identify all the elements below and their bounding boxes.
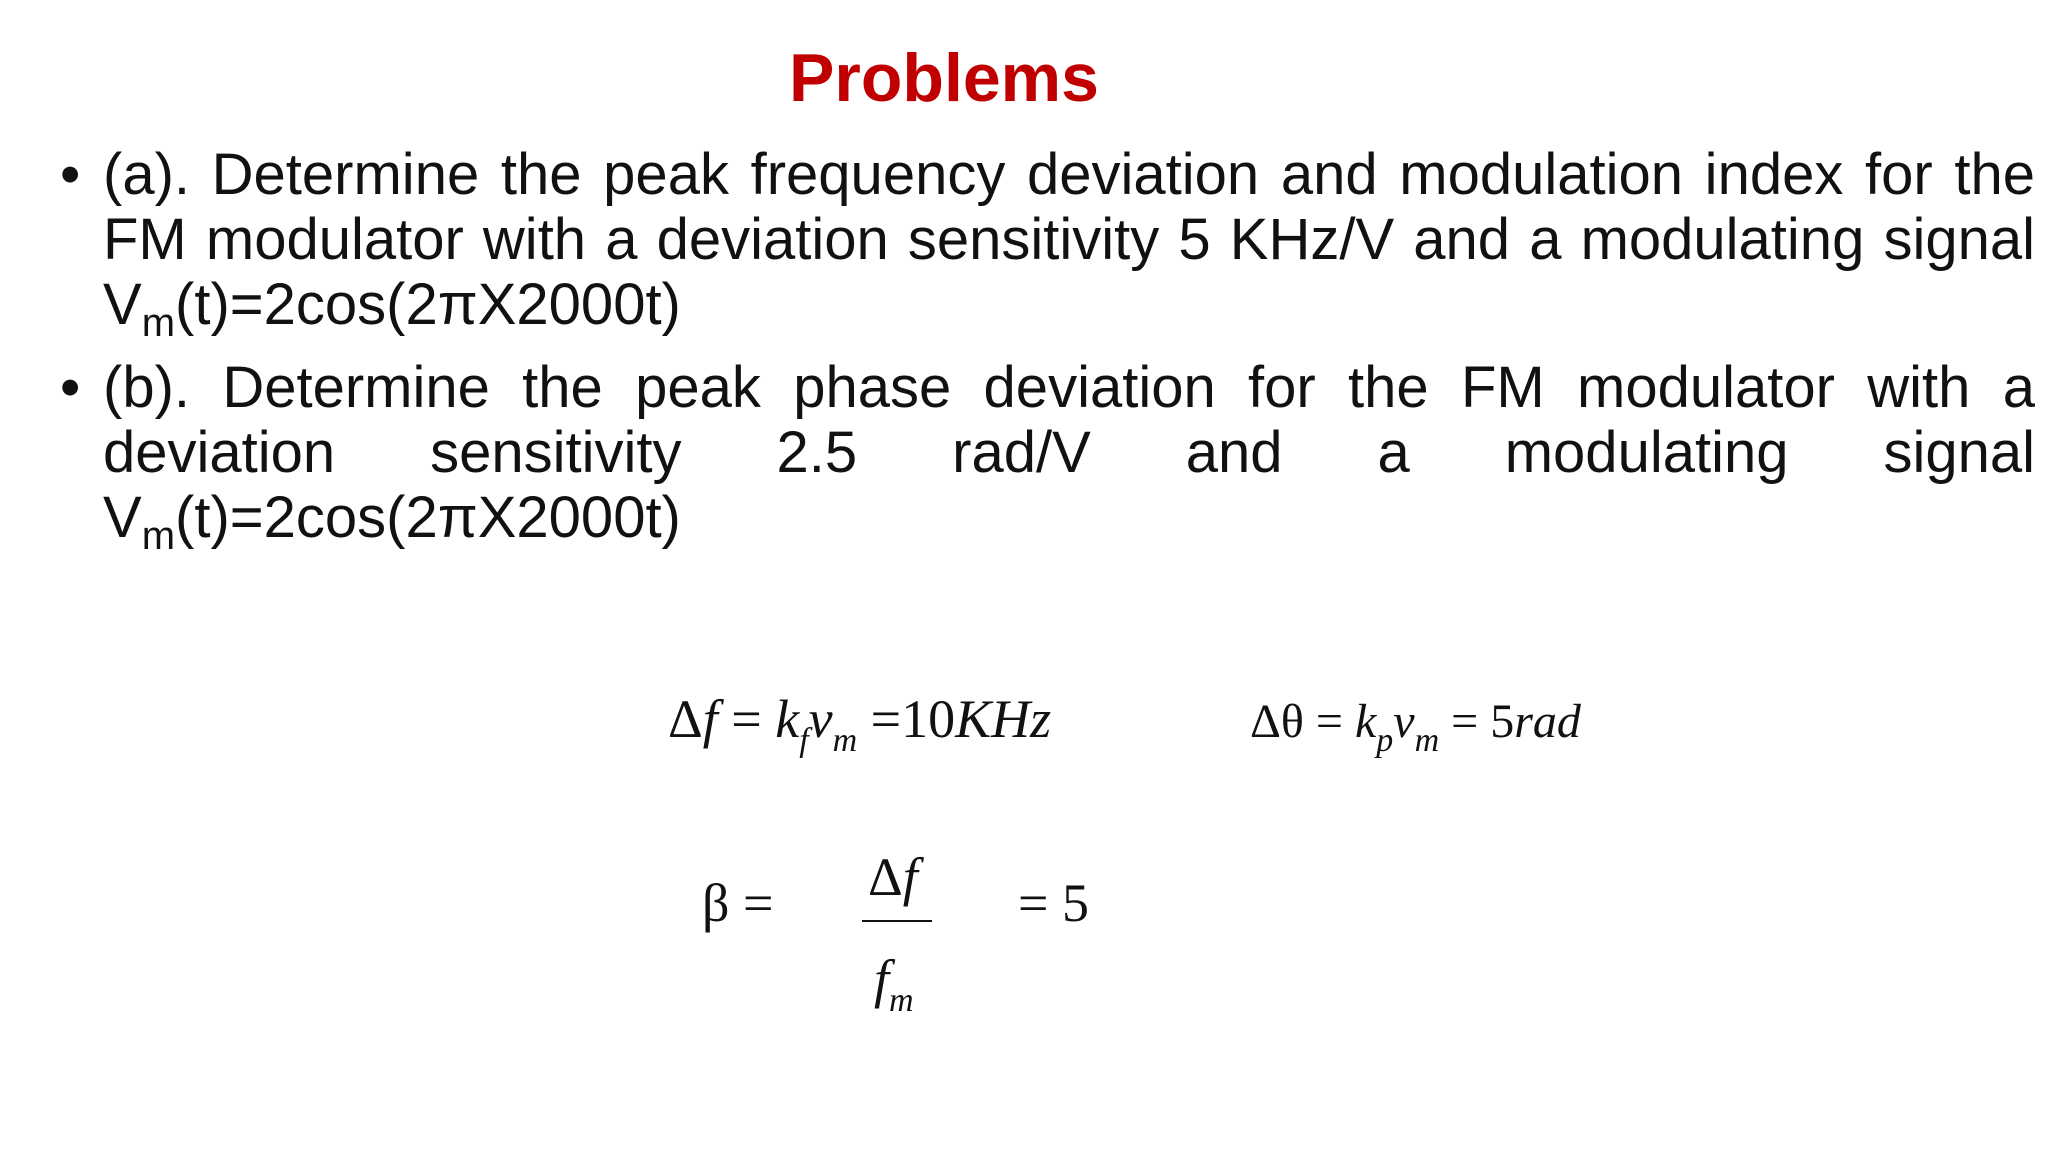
bullet-item-a xyxy=(60,142,2035,345)
eq2-equals-2: = xyxy=(1439,695,1491,748)
bullet-a-text-tail: (t)=2cos(2πX2000t) xyxy=(175,272,681,337)
eq2-k: k xyxy=(1354,695,1377,748)
bullet-list xyxy=(60,142,2035,568)
equation-beta-lhs: β = xyxy=(702,873,774,933)
eq1-delta: Δ xyxy=(668,689,703,749)
eq1-v-subscript: m xyxy=(832,722,858,759)
equation-phase-deviation xyxy=(1250,694,1581,759)
fraction-denominator xyxy=(874,948,914,1019)
frac-num-delta: Δ xyxy=(868,847,903,907)
bullet-b-text-tail: (t)=2cos(2πX2000t) xyxy=(175,485,681,550)
bullet-a-text-main: (a). Determine the peak frequency deviation and modulation index for the FM modulator with a deviation sensitivity 5 KHz/V and a modulating signal V xyxy=(103,142,2035,337)
eq1-k: k xyxy=(775,689,800,749)
equation-beta-result: = 5 xyxy=(1018,873,1089,933)
eq1-f: f xyxy=(702,689,718,749)
bullet-text-a xyxy=(103,142,2035,345)
eq1-equals-2: = xyxy=(857,689,902,749)
bullet-b-subscript: m xyxy=(141,514,176,558)
bullet-dot-icon: • xyxy=(60,355,81,420)
eq1-equals: = xyxy=(717,689,776,749)
fraction-numerator xyxy=(868,846,918,908)
equation-frequency-deviation xyxy=(668,688,1052,759)
eq2-equals: = xyxy=(1303,695,1355,748)
eq2-value: 5 xyxy=(1490,695,1515,748)
fraction-bar xyxy=(862,920,932,922)
bullet-item-b xyxy=(60,355,2035,558)
bullet-b-text-main: (b). Determine the peak phase deviation for the FM modulator with a deviation sensitivity 2.5 rad/V and a modulating signal V xyxy=(103,355,2035,550)
frac-den-f: f xyxy=(874,949,890,1009)
eq2-v: v xyxy=(1393,695,1415,748)
frac-num-f: f xyxy=(902,847,918,907)
eq1-k-subscript: f xyxy=(799,722,809,759)
frac-den-subscript: m xyxy=(889,982,914,1019)
eq2-k-subscript: p xyxy=(1376,722,1394,759)
eq2-delta-theta: Δθ xyxy=(1250,695,1304,748)
eq2-v-subscript: m xyxy=(1414,722,1440,759)
bullet-a-subscript: m xyxy=(141,301,176,345)
eq1-v: v xyxy=(808,689,833,749)
bullet-dot-icon: • xyxy=(60,142,81,207)
slide-title: Problems xyxy=(789,40,1099,116)
eq1-unit: KHz xyxy=(955,689,1052,749)
eq1-value: 10 xyxy=(901,689,956,749)
bullet-text-b xyxy=(103,355,2035,558)
eq2-unit: rad xyxy=(1514,695,1581,748)
